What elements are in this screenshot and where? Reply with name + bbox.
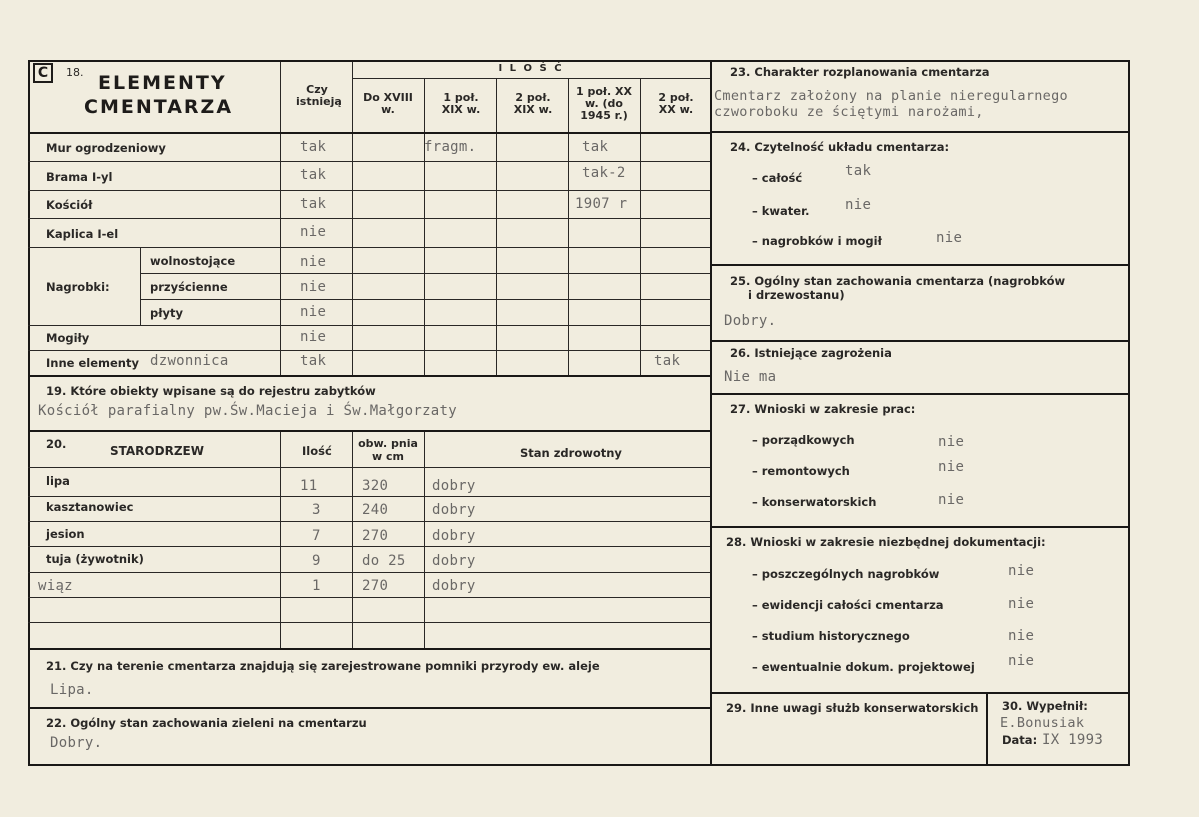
section-number: 18. (66, 66, 84, 79)
q24-label: 24. Czytelność układu cmentarza: (730, 140, 950, 154)
q19-label: 19. Które obiekty wpisane są do rejestru zabytków (46, 384, 376, 398)
element-label-mogily: Mogiły (46, 331, 90, 345)
tree-obw-wiaz: 270 (362, 578, 389, 594)
q27-item-remontowych: – remontowych (752, 464, 850, 478)
q28-item-studium: – studium historycznego (752, 629, 910, 643)
element-label-mur: Mur ogrodzeniowy (46, 141, 166, 155)
exists-plyty: nie (300, 304, 327, 320)
tree-name-kasztanowiec: kasztanowiec (46, 500, 134, 514)
q24-value-kwater: nie (845, 197, 872, 213)
tree-count-lipa: 11 (300, 478, 318, 494)
element-sub-plyty: płyty (150, 306, 183, 320)
tree-obw-jesion: 270 (362, 528, 389, 544)
tree-obw-lipa: 320 (362, 478, 389, 494)
q23-label: 23. Charakter rozplanowania cmentarza (730, 65, 990, 79)
q25-value: Dobry. (724, 313, 777, 329)
q21-value: Lipa. (50, 682, 94, 698)
tree-stan-jesion: dobry (432, 528, 476, 544)
q27-value-konserwatorskich: nie (938, 492, 965, 508)
inne-period-5: tak (654, 353, 681, 369)
exists-mur: tak (300, 139, 327, 155)
tree-stan-kasztanowiec: dobry (432, 502, 476, 518)
q24-item-nagrobkow: – nagrobków i mogił (752, 234, 882, 248)
tree-stan-lipa: dobry (432, 478, 476, 494)
brama-period-4: tak-2 (582, 165, 626, 181)
exists-przyscienne: nie (300, 279, 327, 295)
section-title-line2: CMENTARZA (84, 96, 234, 118)
q22-value: Dobry. (50, 735, 103, 751)
q28-value-projektowej: nie (1008, 653, 1035, 669)
q28-value-nagrobkow: nie (1008, 563, 1035, 579)
q27-item-porzadkowych: – porządkowych (752, 433, 855, 447)
tree-count-wiaz: 1 (312, 578, 321, 594)
q20-col-stan: Stan zdrowotny (520, 446, 622, 460)
q24-value-nagrobkow: nie (936, 230, 963, 246)
tree-name-jesion: jesion (46, 527, 85, 541)
q30-name: E.Bonusiak (1000, 715, 1085, 731)
q20-col-obw-line2: w cm (372, 450, 404, 463)
q28-label: 28. Wnioski w zakresie niezbędnej dokumentacji: (726, 535, 1046, 549)
exists-kaplica: nie (300, 224, 327, 240)
section-title-line1: ELEMENTY (98, 72, 227, 94)
q28-value-studium: nie (1008, 628, 1035, 644)
q28-item-nagrobkow: – poszczególnych nagrobków (752, 567, 940, 581)
header-period-2: 1 poł. XIX w. (441, 91, 481, 116)
tree-obw-tuja: do 25 (362, 553, 406, 569)
element-label-kaplica: Kaplica I-el (46, 227, 119, 241)
q20-col-obw-line1: obw. pnia (358, 437, 418, 450)
q28-item-ewidencji: – ewidencji całości cmentarza (752, 598, 944, 612)
q25-label-line2: i drzewostanu) (748, 288, 845, 302)
element-sub-przyscienne: przyścienne (150, 280, 228, 294)
q23-value-line2: czworoboku ze ściętymi narożami, (714, 104, 984, 120)
mur-period-4: tak (582, 139, 609, 155)
q27-label: 27. Wnioski w zakresie prac: (730, 402, 916, 416)
q30-label: 30. Wypełnił: (1002, 699, 1088, 713)
q24-item-kwater: – kwater. (752, 204, 810, 218)
exists-inne: tak (300, 353, 327, 369)
tree-name-wiaz: wiąz (38, 578, 73, 594)
mur-period-2: fragm. (424, 139, 477, 155)
section-letter: C (37, 65, 49, 81)
element-label-kosciol: Kościół (46, 198, 93, 212)
exists-kosciol: tak (300, 196, 327, 212)
header-period-5: 2 poł. XX w. (658, 91, 694, 116)
element-label-brama: Brama I-yl (46, 170, 113, 184)
element-label-inne: Inne elementy (46, 356, 139, 370)
exists-brama: tak (300, 167, 327, 183)
exists-mogily: nie (300, 329, 327, 345)
q26-label: 26. Istniejące zagrożenia (730, 346, 892, 360)
tree-count-jesion: 7 (312, 528, 321, 544)
q27-value-remontowych: nie (938, 459, 965, 475)
q19-value: Kościół parafialny pw.Św.Macieja i Św.Małgorzaty (38, 403, 457, 419)
header-period-4: 1 poł. XX w. (do 1945 r.) (576, 85, 632, 122)
q30-date: IX 1993 (1042, 732, 1104, 748)
q27-value-porzadkowych: nie (938, 434, 965, 450)
q21-label: 21. Czy na terenie cmentarza znajdują się zarejestrowane pomniki przyrody ew. aleje (46, 659, 600, 673)
q25-label-line1: 25. Ogólny stan zachowania cmentarza (nagrobków (730, 274, 1066, 288)
q20-number: 20. (46, 437, 67, 451)
q23-value-line1: Cmentarz założony na planie nieregularnego (714, 88, 1068, 104)
q24-item-calosc: – całość (752, 171, 803, 185)
q20-col-ilosc: Ilość (302, 444, 332, 458)
header-czy-istnieja: Czy istnieją (296, 83, 342, 108)
element-label-nagrobki: Nagrobki: (46, 280, 110, 294)
q24-value-calosc: tak (845, 163, 872, 179)
q22-label: 22. Ogólny stan zachowania zieleni na cmentarzu (46, 716, 367, 730)
kosciol-period-4: 1907 r (575, 196, 628, 212)
q28-item-projektowej: – ewentualnie dokum. projektowej (752, 660, 975, 674)
q26-value: Nie ma (724, 369, 777, 385)
element-sub-wolnostojace: wolnostojące (150, 254, 236, 268)
q29-label: 29. Inne uwagi służb konserwatorskich (726, 701, 979, 715)
q20-title: STARODRZEW (110, 444, 204, 458)
header-period-1: Do XVIII w. (363, 91, 413, 116)
tree-obw-kasztanowiec: 240 (362, 502, 389, 518)
header-ilosc: I L O Ś Ć (498, 63, 564, 74)
tree-stan-wiaz: dobry (432, 578, 476, 594)
header-period-3: 2 poł. XIX w. (513, 91, 553, 116)
tree-name-tuja: tuja (żywotnik) (46, 552, 144, 566)
tree-count-kasztanowiec: 3 (312, 502, 321, 518)
tree-stan-tuja: dobry (432, 553, 476, 569)
q27-item-konserwatorskich: – konserwatorskich (752, 495, 877, 509)
tree-name-lipa: lipa (46, 474, 70, 488)
element-inne-extra: dzwonnica (150, 353, 229, 369)
q28-value-ewidencji: nie (1008, 596, 1035, 612)
tree-count-tuja: 9 (312, 553, 321, 569)
q30-date-label: Data: (1002, 733, 1038, 747)
exists-wolnostojace: nie (300, 254, 327, 270)
